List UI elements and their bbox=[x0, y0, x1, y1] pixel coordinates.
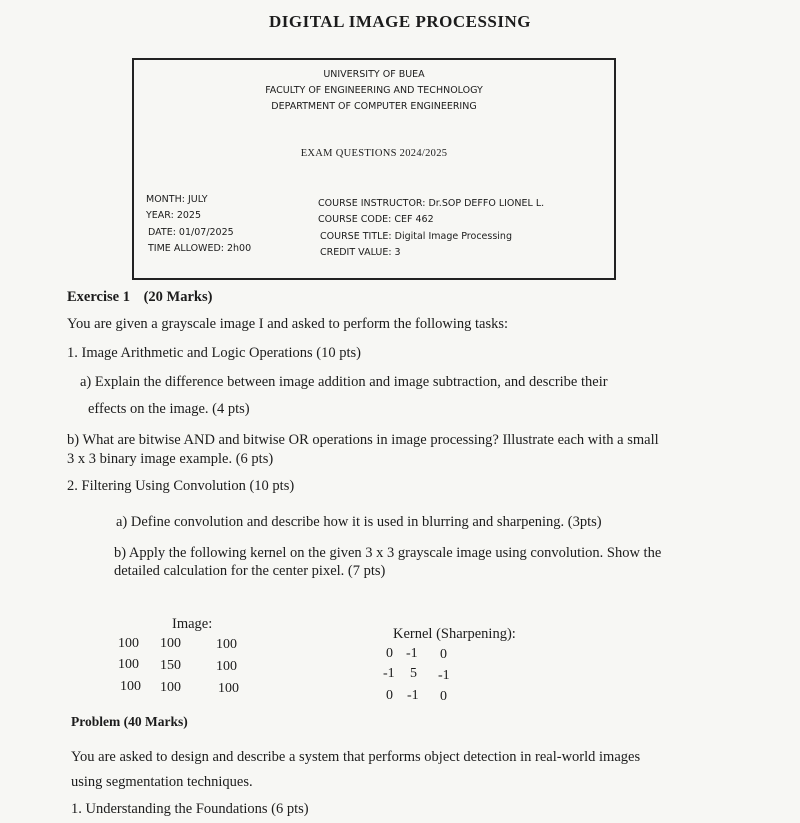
exam-date: DATE: 01/07/2025 bbox=[148, 227, 234, 238]
question-1b-line1: b) What are bitwise AND and bitwise OR operations in image processing? Illustrate each with a small bbox=[67, 432, 659, 448]
kernel-cell: 0 bbox=[386, 646, 393, 661]
university-name: UNIVERSITY OF BUEA bbox=[323, 69, 425, 80]
kernel-cell: 0 bbox=[386, 688, 393, 703]
question-2b-line1: b) Apply the following kernel on the given 3 x 3 grayscale image using convolution. Show the bbox=[114, 545, 662, 561]
question-2b-line2: detailed calculation for the center pixel. (7 pts) bbox=[114, 563, 386, 579]
image-cell: 100 bbox=[118, 657, 139, 672]
kernel-cell: -1 bbox=[406, 646, 418, 661]
time-allowed: TIME ALLOWED: 2h00 bbox=[148, 243, 252, 254]
kernel-matrix-label: Kernel (Sharpening): bbox=[393, 626, 516, 642]
exam-header-box bbox=[132, 58, 616, 280]
image-cell: 100 bbox=[216, 637, 237, 652]
problem-text-line2: using segmentation techniques. bbox=[71, 774, 253, 790]
question-1a-line1: a) Explain the difference between image addition and image subtraction, and describe their bbox=[80, 374, 608, 390]
question-1b-line2: 3 x 3 binary image example. (6 pts) bbox=[67, 451, 274, 467]
exam-month: MONTH: JULY bbox=[146, 194, 208, 205]
question-2: 2. Filtering Using Convolution (10 pts) bbox=[67, 478, 295, 494]
exercise-marks: (20 Marks) bbox=[143, 289, 213, 305]
credit-value: CREDIT VALUE: 3 bbox=[320, 247, 401, 258]
kernel-cell: 0 bbox=[440, 647, 447, 662]
kernel-cell: -1 bbox=[407, 688, 419, 703]
exam-label: EXAM QUESTIONS 2024/2025 bbox=[300, 148, 448, 159]
image-matrix-label: Image: bbox=[172, 616, 213, 632]
course-instructor: COURSE INSTRUCTOR: Dr.SOP DEFFO LIONEL L. bbox=[318, 198, 545, 209]
question-1a-line2: effects on the image. (4 pts) bbox=[88, 401, 250, 417]
exam-year: YEAR: 2025 bbox=[146, 210, 202, 221]
image-cell: 100 bbox=[216, 659, 237, 674]
problem-heading: Problem (40 Marks) bbox=[71, 714, 188, 729]
question-2a: a) Define convolution and describe how it is used in blurring and sharpening. (3pts) bbox=[116, 514, 602, 530]
exercise-title: Exercise 1 bbox=[67, 289, 130, 305]
image-cell: 150 bbox=[160, 658, 181, 673]
problem-text-line1: You are asked to design and describe a system that performs object detection in real-world images bbox=[71, 749, 641, 765]
question-1: 1. Image Arithmetic and Logic Operations (10 pts) bbox=[67, 345, 361, 361]
kernel-cell: -1 bbox=[383, 666, 395, 681]
problem-question-1: 1. Understanding the Foundations (6 pts) bbox=[71, 801, 309, 817]
image-cell: 100 bbox=[120, 679, 141, 694]
course-code: COURSE CODE: CEF 462 bbox=[318, 214, 434, 225]
image-cell: 100 bbox=[160, 680, 181, 695]
image-cell: 100 bbox=[160, 636, 181, 651]
exercise-heading bbox=[67, 289, 212, 306]
exercise-intro: You are given a grayscale image I and asked to perform the following tasks: bbox=[67, 316, 509, 332]
faculty-name: FACULTY OF ENGINEERING AND TECHNOLOGY bbox=[265, 85, 483, 96]
image-cell: 100 bbox=[218, 681, 239, 696]
kernel-cell: 0 bbox=[440, 689, 447, 704]
kernel-cell: 5 bbox=[410, 666, 417, 681]
kernel-cell: -1 bbox=[438, 668, 450, 683]
document-title: DIGITAL IMAGE PROCESSING bbox=[268, 12, 531, 31]
department-name: DEPARTMENT OF COMPUTER ENGINEERING bbox=[271, 101, 477, 112]
image-cell: 100 bbox=[118, 636, 139, 651]
course-title: COURSE TITLE: Digital Image Processing bbox=[320, 231, 512, 242]
